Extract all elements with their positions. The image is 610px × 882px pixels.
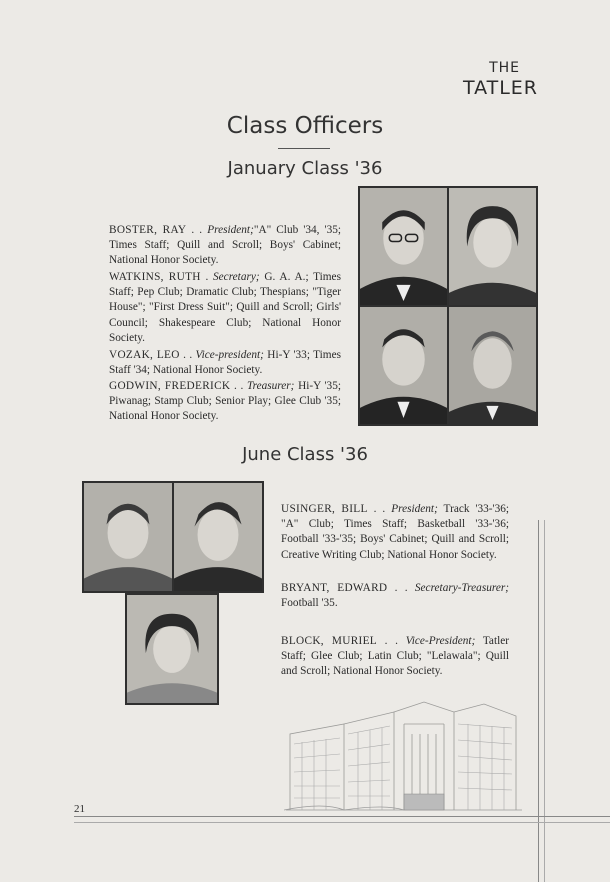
portrait-photo-watkins [449,188,536,305]
portrait-photo-usinger [84,483,172,591]
january-photos [358,186,538,426]
officer-name: GODWIN, FREDERICK [109,380,231,392]
title-underline [278,148,330,149]
portrait-photo-block [127,595,217,703]
border-line-vertical-inner [544,520,545,882]
june-photos-top [82,481,264,593]
officer-role: Treasurer; [246,380,295,392]
officer-name: BLOCK, MURIEL [281,635,377,647]
officer-name: WATKINS, RUTH [109,271,201,283]
officer-role: Vice-president; [195,349,264,361]
bio-block: BLOCK, MURIEL . . Vice-President; Tatler Staff; Glee Club; Latin Club; "Lelawala"; Quill and Scroll; National Honor Society. [281,635,509,678]
june-heading: June Class '36 [242,444,368,465]
border-line-vertical [538,520,539,882]
officer-role: President; [207,224,254,236]
officer-activities: Track '33-'36; "A" Club; Times Staff; Basketball '33-'36; Football '33-'35; Boys' Cabinet; Quill and Scroll; Creative Writing Club; National Honor Society. [281,503,510,561]
officer-activities: Hi-Y '35; Piwanag; Stamp Club; Senior Play; Glee Club '35; National Honor Society. [109,380,341,423]
officer-activities: Football '35. [281,597,338,610]
bio-bryant: BRYANT, EDWARD . . Secretary-Treasurer; Football '35. [281,582,510,610]
officer-role: Secretary; [213,271,260,283]
officer-role: Vice-President; [405,635,476,647]
portrait-photo-vozak [360,307,447,424]
officer-activities: G. A. A.; Times Staff; Pep Club; Dramatic Club; Thespians; "Tiger House"; "First Dress Suit"; Quill and Scroll; Girls' Council; Shakespeare Club; National Honor Society. [109,271,341,344]
officer-activities: "A" Club '34, '35; Times Staff; Quill and Scroll; Boys' Cabinet; National Honor Society. [109,224,342,267]
bio-vozak: VOZAK, LEO . . Vice-president; Hi-Y '33; Times Staff '34; National Honor Society. [109,349,341,377]
bio-watkins: WATKINS, RUTH . Secretary; G. A. A.; Times Staff; Pep Club; Dramatic Club; Thespians; "Tiger House"; "First Dress Suit"; Quill and Scroll; Girls' Council; Shakespeare Club; National Honor Society. [109,271,341,344]
bio-usinger: USINGER, BILL . . President; Track '33-'36; "A" Club; Times Staff; Basketball '33-'36; Football '33-'35; Boys' Cabinet; Quill and Scroll; Creative Writing Club; National Honor Society. [281,503,510,561]
header-the: THE [489,60,520,76]
portrait-photo-godwin [449,307,536,424]
border-line-horizontal [74,816,610,817]
officer-name: VOZAK, LEO [109,349,180,361]
bio-godwin: GODWIN, FREDERICK . . Treasurer; Hi-Y '35; Piwanag; Stamp Club; Senior Play; Glee Club '35; National Honor Society. [109,380,341,423]
june-photos-bottom [125,593,219,705]
header-tatler: TATLER [462,77,538,99]
school-building-illustration [284,694,524,812]
portrait-photo-boster [360,188,447,305]
page-title: Class Officers [226,113,384,139]
officer-name: BOSTER, RAY [109,224,187,236]
officer-activities: Hi-Y '33; Times Staff '34; National Honor Society. [109,349,341,377]
officer-name: USINGER, BILL [281,503,368,515]
border-line-horizontal-inner [74,822,610,823]
portrait-photo-bryant [174,483,262,591]
page-number: 21 [74,803,85,815]
officer-activities: Tatler Staff; Glee Club; Latin Club; "Lelawala"; Quill and Scroll; National Honor Society. [281,635,509,678]
officer-name: BRYANT, EDWARD [281,582,388,594]
january-heading: January Class '36 [227,158,383,179]
officer-role: Secretary-Treasurer; [414,582,510,594]
officer-role: President; [391,503,438,515]
bio-boster: BOSTER, RAY . . President;"A" Club '34, '35; Times Staff; Quill and Scroll; Boys' Cabinet; National Honor Society. [109,224,342,267]
